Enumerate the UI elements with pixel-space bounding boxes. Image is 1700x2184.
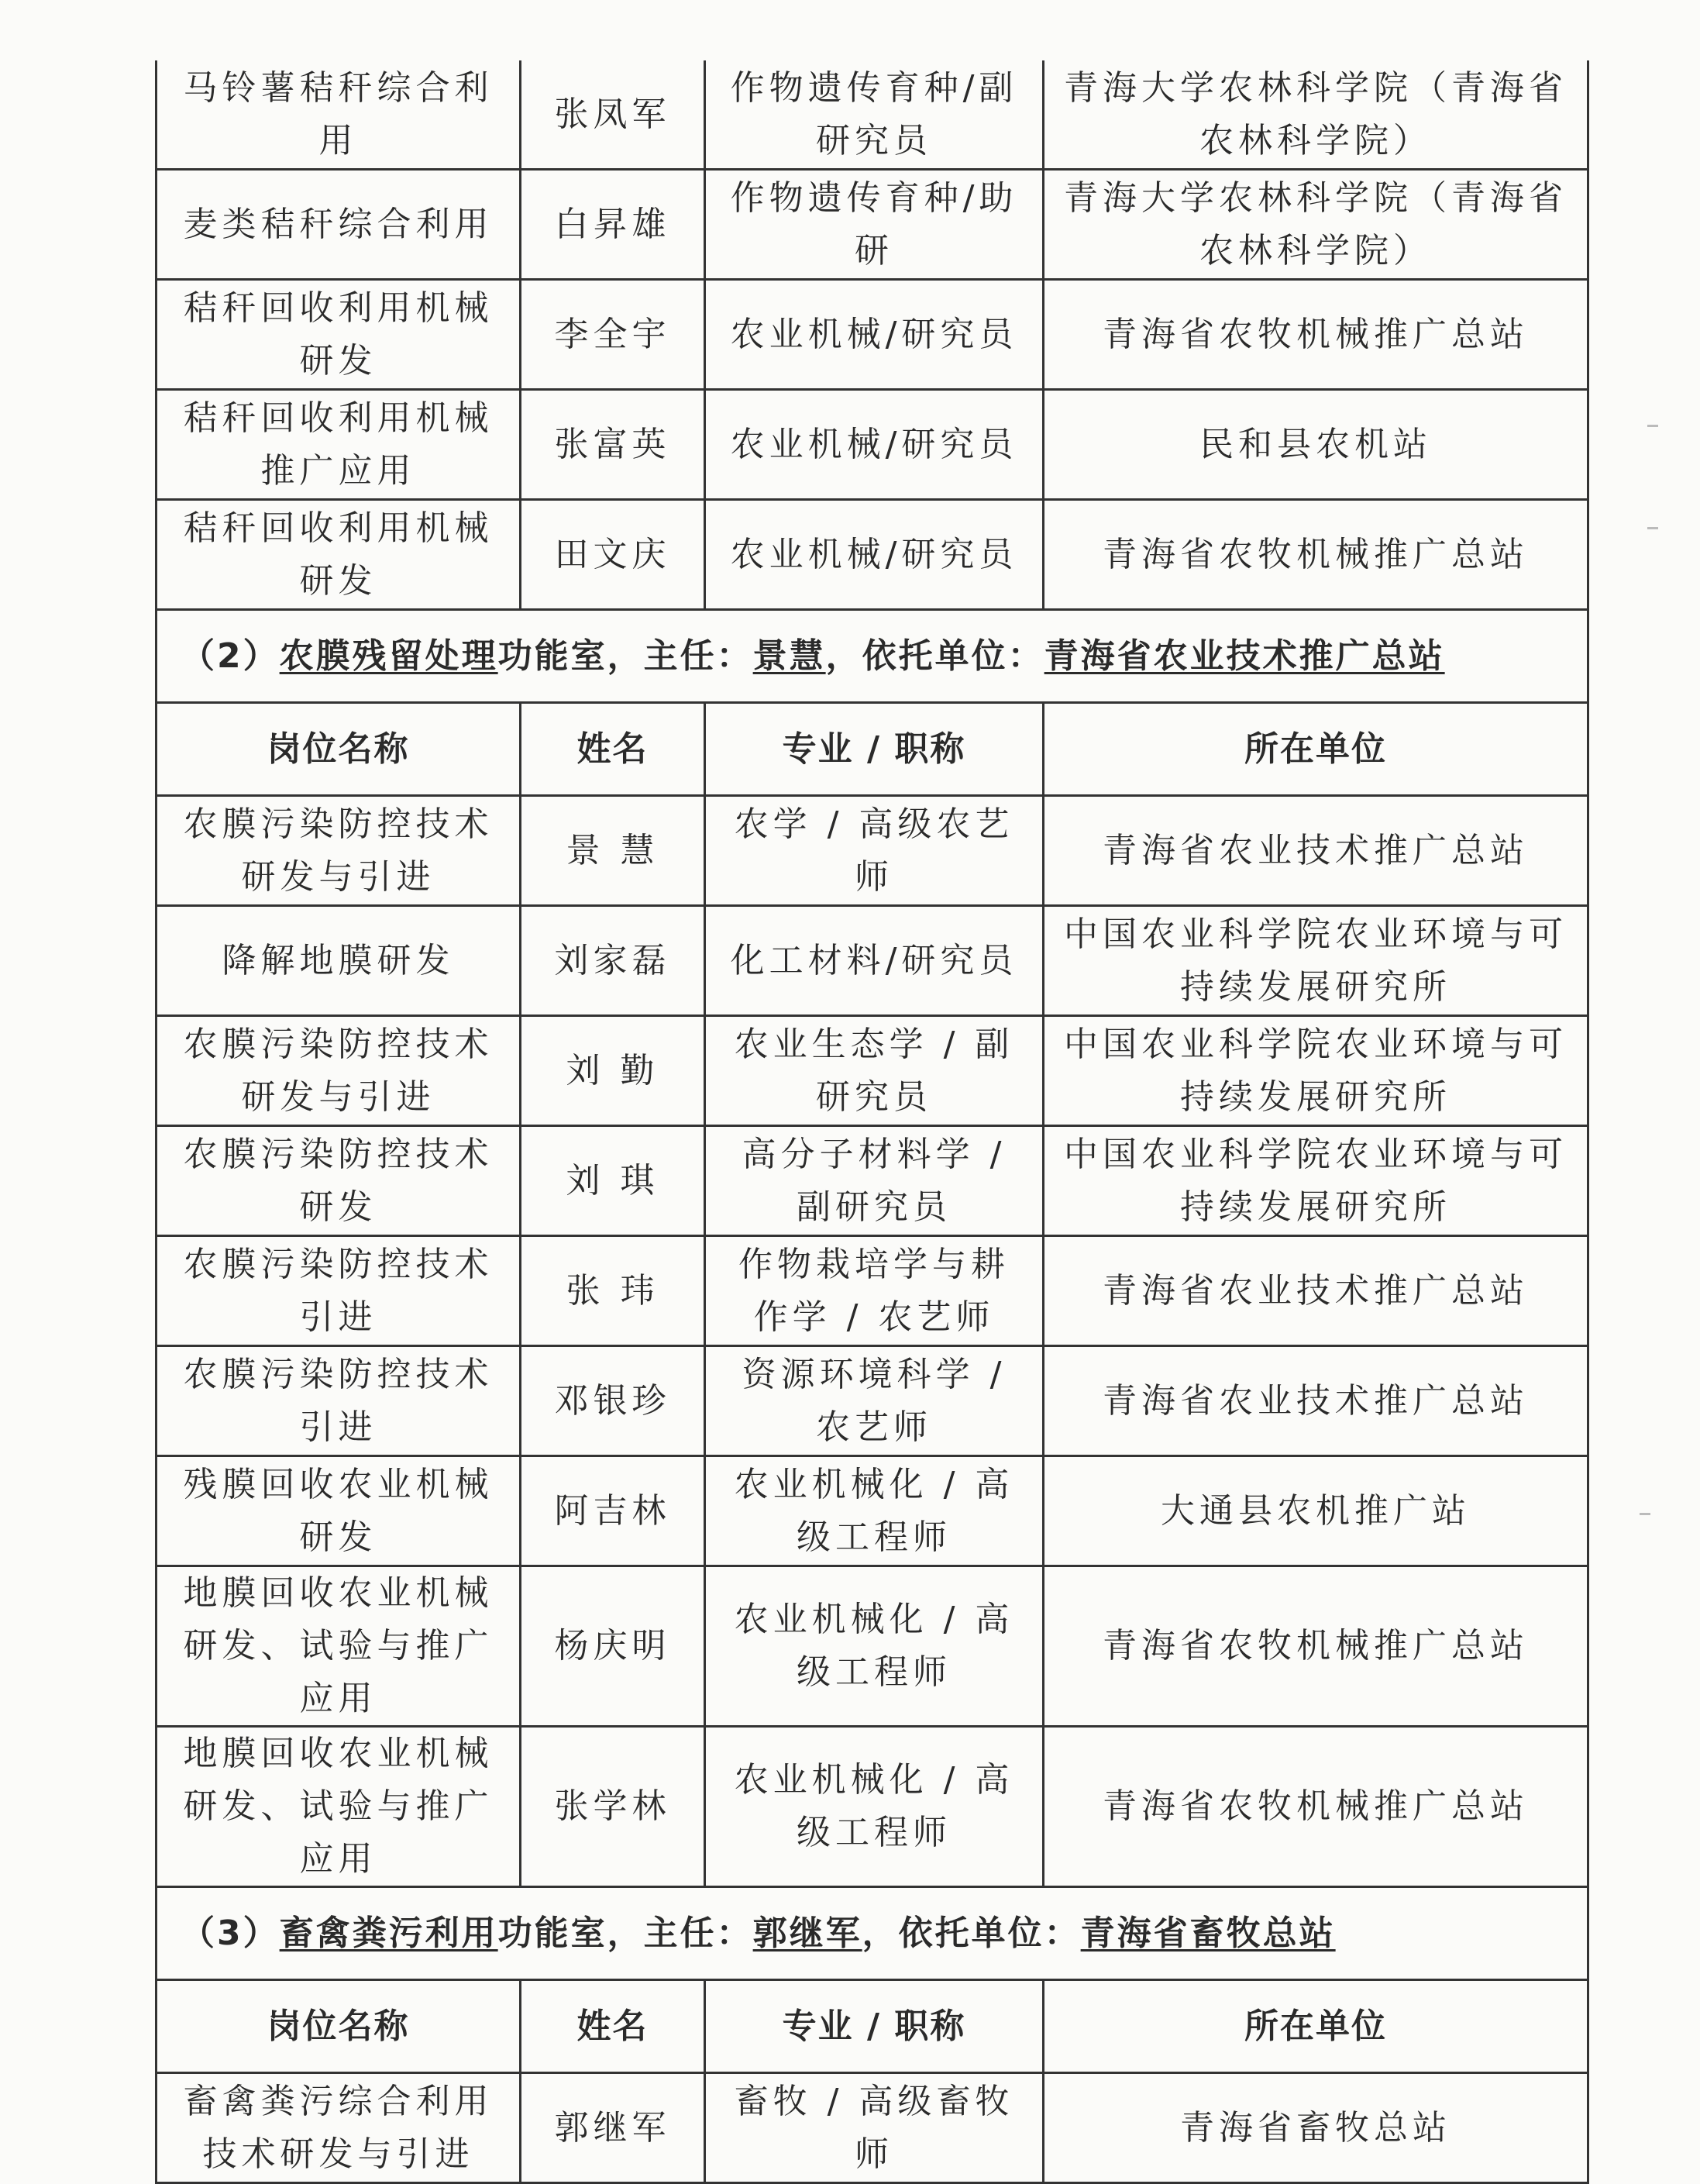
table-row xyxy=(157,60,1588,170)
table-row xyxy=(157,1727,1588,1887)
post-cell: 畜禽粪污综合利用技术研发与引进 xyxy=(157,2073,521,2183)
table-row xyxy=(157,500,1588,610)
name-cell: 李全宇 xyxy=(521,280,705,390)
section-heading xyxy=(157,610,1588,703)
major-title-cell: 农业机械化 / 高级工程师 xyxy=(705,1727,1044,1887)
name-cell: 张凤军 xyxy=(521,60,705,170)
name-cell: 张学林 xyxy=(521,1727,705,1887)
header-major-title: 专业 / 职称 xyxy=(705,703,1044,796)
post-cell: 农膜污染防控技术研发 xyxy=(157,1126,521,1236)
unit-cell: 中国农业科学院农业环境与可持续发展研究所 xyxy=(1044,1016,1588,1126)
post-cell: 秸秆回收利用机械研发 xyxy=(157,280,521,390)
major-title-cell: 作物遗传育种/副研究员 xyxy=(705,60,1044,170)
director-name: 景慧 xyxy=(752,636,826,676)
post-cell: 地膜回收农业机械研发、试验与推广应用 xyxy=(157,1566,521,1727)
unit-cell: 青海省农业技术推广总站 xyxy=(1044,1346,1588,1456)
host-unit: 青海省农业技术推广总站 xyxy=(1044,636,1445,676)
scan-mark xyxy=(1647,425,1658,427)
post-cell: 地膜回收农业机械研发、试验与推广应用 xyxy=(157,1727,521,1887)
name-cell: 杨庆明 xyxy=(521,1566,705,1727)
major-title-cell: 农业机械化 / 高级工程师 xyxy=(705,1456,1044,1566)
table-row xyxy=(157,1456,1588,1566)
unit-cell: 中国农业科学院农业环境与可持续发展研究所 xyxy=(1044,1126,1588,1236)
host-unit: 青海省畜牧总站 xyxy=(1080,1913,1336,1953)
post-cell: 秸秆回收利用机械推广应用 xyxy=(157,390,521,500)
name-cell: 刘 勤 xyxy=(521,1016,705,1126)
table-row xyxy=(157,1566,1588,1727)
table-row xyxy=(157,1126,1588,1236)
name-cell: 刘 琪 xyxy=(521,1126,705,1236)
unit-cell: 青海省农牧机械推广总站 xyxy=(1044,1566,1588,1727)
table-row xyxy=(157,390,1588,500)
major-title-cell: 作物遗传育种/助研 xyxy=(705,170,1044,280)
header-post: 岗位名称 xyxy=(157,1980,521,2073)
major-title-cell: 畜牧 / 高级畜牧师 xyxy=(705,2073,1044,2183)
section-prefix: （2） xyxy=(181,636,280,676)
personnel-table xyxy=(155,60,1589,2184)
major-title-cell: 农业机械化 / 高级工程师 xyxy=(705,1566,1044,1727)
name-cell: 郭继军 xyxy=(521,2073,705,2183)
unit-cell: 青海省农业技术推广总站 xyxy=(1044,796,1588,906)
unit-cell: 青海省农业技术推广总站 xyxy=(1044,1236,1588,1346)
header-major-title: 专业 / 职称 xyxy=(705,1980,1044,2073)
major-title-cell: 农业机械/研究员 xyxy=(705,390,1044,500)
table-row xyxy=(157,1346,1588,1456)
table-row xyxy=(157,280,1588,390)
table-row xyxy=(157,1016,1588,1126)
unit-cell: 青海大学农林科学院（青海省农林科学院） xyxy=(1044,170,1588,280)
unit-cell: 青海省畜牧总站 xyxy=(1044,2073,1588,2183)
name-cell: 刘家磊 xyxy=(521,906,705,1016)
name-cell: 田文庆 xyxy=(521,500,705,610)
section-text: 功能室，主任： xyxy=(497,1913,753,1953)
unit-cell: 青海省农牧机械推广总站 xyxy=(1044,280,1588,390)
post-cell: 秸秆回收利用机械研发 xyxy=(157,500,521,610)
post-cell: 农膜污染防控技术引进 xyxy=(157,1346,521,1456)
name-cell: 张富英 xyxy=(521,390,705,500)
section-3-title xyxy=(157,1887,1588,1980)
section-heading xyxy=(157,1887,1588,1980)
major-title-cell: 作物栽培学与耕作学 / 农艺师 xyxy=(705,1236,1044,1346)
post-cell: 降解地膜研发 xyxy=(157,906,521,1016)
header-post: 岗位名称 xyxy=(157,703,521,796)
scan-mark xyxy=(1640,1513,1650,1515)
section-prefix: （3） xyxy=(181,1913,280,1953)
table-row xyxy=(157,170,1588,280)
unit-cell: 民和县农机站 xyxy=(1044,390,1588,500)
section-text: ，依托单位： xyxy=(862,1913,1081,1953)
header-name: 姓名 xyxy=(521,1980,705,2073)
unit-cell: 青海省农牧机械推广总站 xyxy=(1044,1727,1588,1887)
room-name: 畜禽粪污利用 xyxy=(279,1913,498,1953)
name-cell: 阿吉林 xyxy=(521,1456,705,1566)
name-cell: 张 玮 xyxy=(521,1236,705,1346)
post-cell: 马铃薯秸秆综合利用 xyxy=(157,60,521,170)
section-text: 功能室，主任： xyxy=(497,636,753,676)
name-cell: 景 慧 xyxy=(521,796,705,906)
header-name: 姓名 xyxy=(521,703,705,796)
section-text: ，依托单位： xyxy=(825,636,1044,676)
table-row xyxy=(157,2073,1588,2183)
post-cell: 残膜回收农业机械研发 xyxy=(157,1456,521,1566)
name-cell: 白昇雄 xyxy=(521,170,705,280)
post-cell: 农膜污染防控技术研发与引进 xyxy=(157,1016,521,1126)
table-row xyxy=(157,1236,1588,1346)
table-header-row xyxy=(157,1980,1588,2073)
director-name: 郭继军 xyxy=(752,1913,862,1953)
major-title-cell: 农业生态学 / 副研究员 xyxy=(705,1016,1044,1126)
major-title-cell: 农业机械/研究员 xyxy=(705,500,1044,610)
major-title-cell: 农学 / 高级农艺师 xyxy=(705,796,1044,906)
table-row xyxy=(157,796,1588,906)
post-cell: 农膜污染防控技术引进 xyxy=(157,1236,521,1346)
unit-cell: 青海省农牧机械推广总站 xyxy=(1044,500,1588,610)
table-row xyxy=(157,906,1588,1016)
name-cell: 邓银珍 xyxy=(521,1346,705,1456)
major-title-cell: 农业机械/研究员 xyxy=(705,280,1044,390)
unit-cell: 中国农业科学院农业环境与可持续发展研究所 xyxy=(1044,906,1588,1016)
table-header-row xyxy=(157,703,1588,796)
header-unit: 所在单位 xyxy=(1044,1980,1588,2073)
unit-cell: 大通县农机推广站 xyxy=(1044,1456,1588,1566)
scan-mark xyxy=(1647,527,1658,529)
major-title-cell: 化工材料/研究员 xyxy=(705,906,1044,1016)
major-title-cell: 高分子材料学 / 副研究员 xyxy=(705,1126,1044,1236)
unit-cell: 青海大学农林科学院（青海省农林科学院） xyxy=(1044,60,1588,170)
post-cell: 农膜污染防控技术研发与引进 xyxy=(157,796,521,906)
section-2-title xyxy=(157,610,1588,703)
major-title-cell: 资源环境科学 / 农艺师 xyxy=(705,1346,1044,1456)
room-name: 农膜残留处理 xyxy=(279,636,498,676)
post-cell: 麦类秸秆综合利用 xyxy=(157,170,521,280)
header-unit: 所在单位 xyxy=(1044,703,1588,796)
